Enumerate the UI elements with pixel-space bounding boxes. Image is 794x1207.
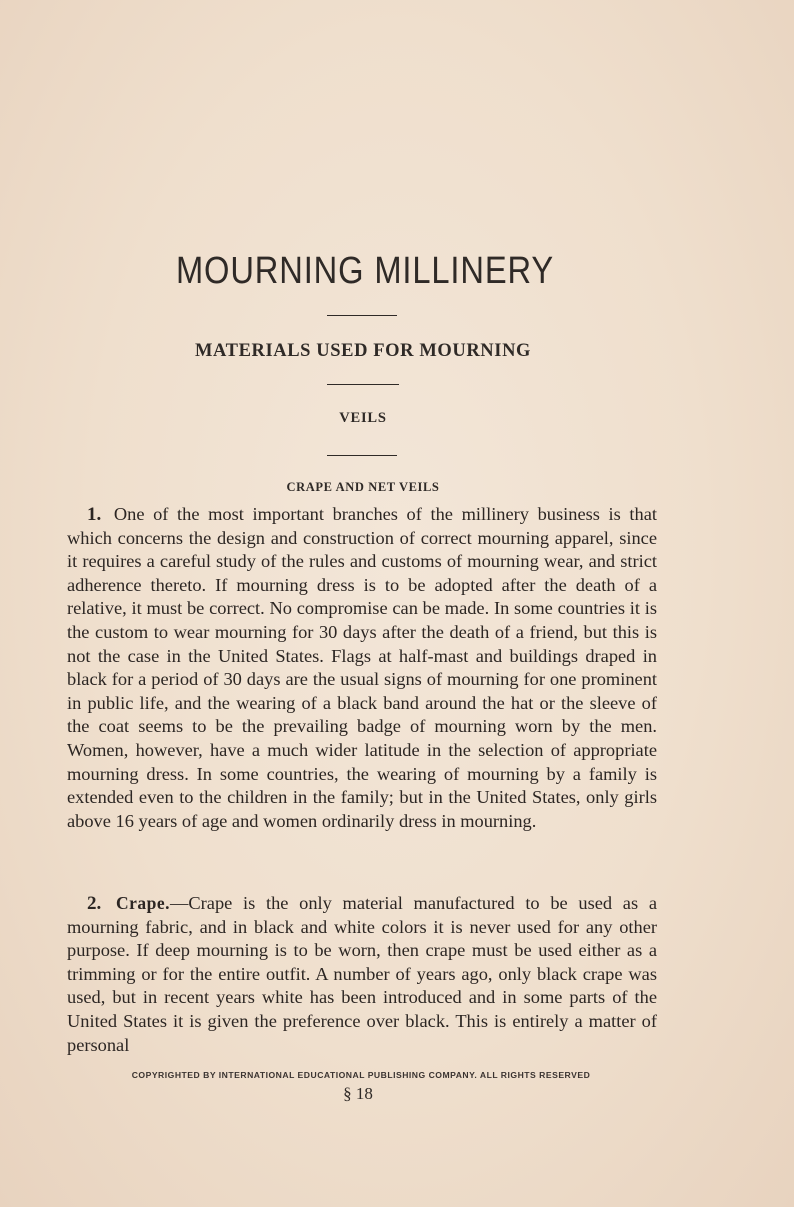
paragraph-1 [67,503,657,833]
chapter-subtitle: MATERIALS USED FOR MOURNING [194,341,532,361]
subtitle-rule [327,384,399,385]
paragraph-number: 1. [87,504,102,525]
sub-heading: CRAPE AND NET VEILS [286,480,440,494]
page-title: MOURNING MILLINERY [175,250,555,292]
section-heading: VEILS [339,410,387,426]
paragraph-text: —Crape is the only material manufactured to be used as a mourning fabric, and in black and white colors it is never used for any other purpose. If deep mourning is to be worn, then crape must be used either as a trimming or for the entire outfit. A number of years ago, only black crape was used, but in recent years white has been introduced and in some parts of the United States it is given the preference over black. This is entirely a matter of personal [67,893,657,1055]
paragraph-number: 2. [87,893,102,914]
section-rule [327,455,397,456]
title-rule [327,315,397,316]
paragraph-2 [67,892,657,1057]
run-in-heading: Crape. [115,893,170,913]
paragraph-text: One of the most important branches of the millinery business is that which concerns the design and construction of correct mourning apparel, since it requires a careful study of the rules and customs of mourning wear, and strict adherence thereto. If mourning dress is to be adopted after the death of a relative, it must be correct. No compromise can be made. In some countries it is the custom to wear mourning for 30 days after the death of a friend, but this is not the case in the United States. Flags at half-mast and buildings draped in black for a period of 30 days are the usual signs of mourning for one prominent in public life, and the wearing of a black band around the hat or the sleeve of the coat seems to be the prevailing badge of mourning worn by the men. Women, however, have a much wider latitude in the selection of appropriate mourning dress. In some countries, the wearing of mourning by a family is extended even to the children in the family; but in the United States, only girls above 16 years of age and women ordinarily dress in mourning. [67,504,657,831]
copyright-notice: COPYRIGHTED BY INTERNATIONAL EDUCATIONAL PUBLISHING COMPANY. ALL RIGHTS RESERVED [131,1070,591,1080]
section-mark: § 18 [343,1084,373,1103]
